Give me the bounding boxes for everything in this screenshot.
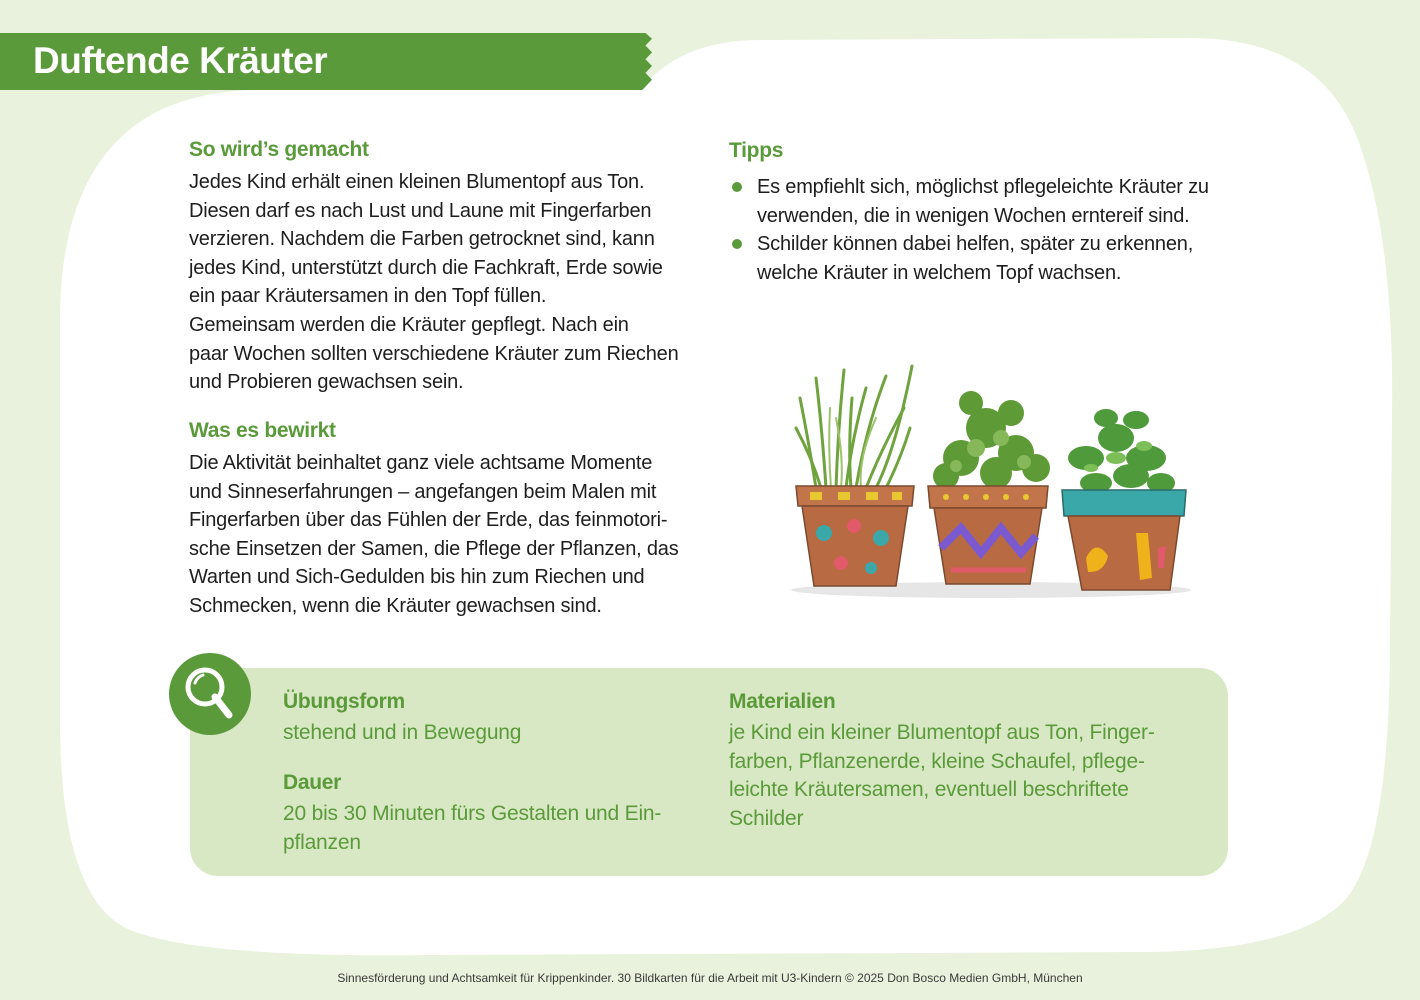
effect-heading: Was es bewirkt [189,419,336,442]
magnifier-icon [169,653,251,735]
how-heading: So wird’s gemacht [189,138,369,161]
how-text: Jedes Kind erhält einen kleinen Blumentopf aus Ton. Diesen darf es nach Lust und Laune mit Fingerfarben verzieren. Nachdem die Farben getrocknet sind, kann jedes Kind, unterstützt durch die Fachkraft, Erde sowie ein paar Kräutersamen in den Topf füllen. Gemeinsam werden die Kräuter gepflegt. Nach ein paar Wochen sollten verschiedene Kräuter zum Riechen und Probieren gewachsen sein. [189,171,679,394]
tip-text: Schilder können dabei helfen, später zu erkennen, welche Kräuter in welchem Topf wachsen. [757,233,1194,284]
footer-credit: Sinnesförderung und Achtsamkeit für Krippenkinder. 30 Bildkarten für die Arbeit mit U3-Kindern © 2025 Don Bosco Medien GmbH, München [337,971,1083,985]
tip-item [728,173,1248,230]
tips-heading: Tipps [729,139,784,162]
page-title: Duftende Kräuter [33,40,328,81]
form-value: stehend und in Bewegung [283,721,522,744]
herb-pots-illustration [786,358,1196,603]
tips-list [728,173,1248,287]
tip-text: Es empfiehlt sich, möglichst pflegeleichte Kräuter zu verwenden, die in wenigen Wochen erntereif sind. [757,176,1209,227]
bullet-icon [732,182,742,192]
effect-text: Die Aktivität beinhaltet ganz viele achtsame Momente und Sinneserfahrungen – angefangen beim Malen mit Fingerfarben über das Fühlen der Erde, das feinmotori- sche Einsetzen der Samen, die Pflege der Pflanzen, das Warten und Sich-Gedulden bis hin zum Riechen und Schmecken, wenn die Kräuter gewachsen sind. [189,452,679,617]
materials-value: je Kind ein kleiner Blumentopf aus Ton, Finger- farben, Pflanzenerde, kleine Schaufel, pflege- leichte Kräutersamen, eventuell beschriftete Schilder [729,721,1155,830]
form-heading: Übungsform [283,690,405,713]
materials-heading: Materialien [729,690,836,713]
duration-heading: Dauer [283,771,342,794]
tip-item [728,230,1248,287]
bullet-icon [732,239,742,249]
duration-value: 20 bis 30 Minuten fürs Gestalten und Ein- pflanzen [283,802,662,854]
